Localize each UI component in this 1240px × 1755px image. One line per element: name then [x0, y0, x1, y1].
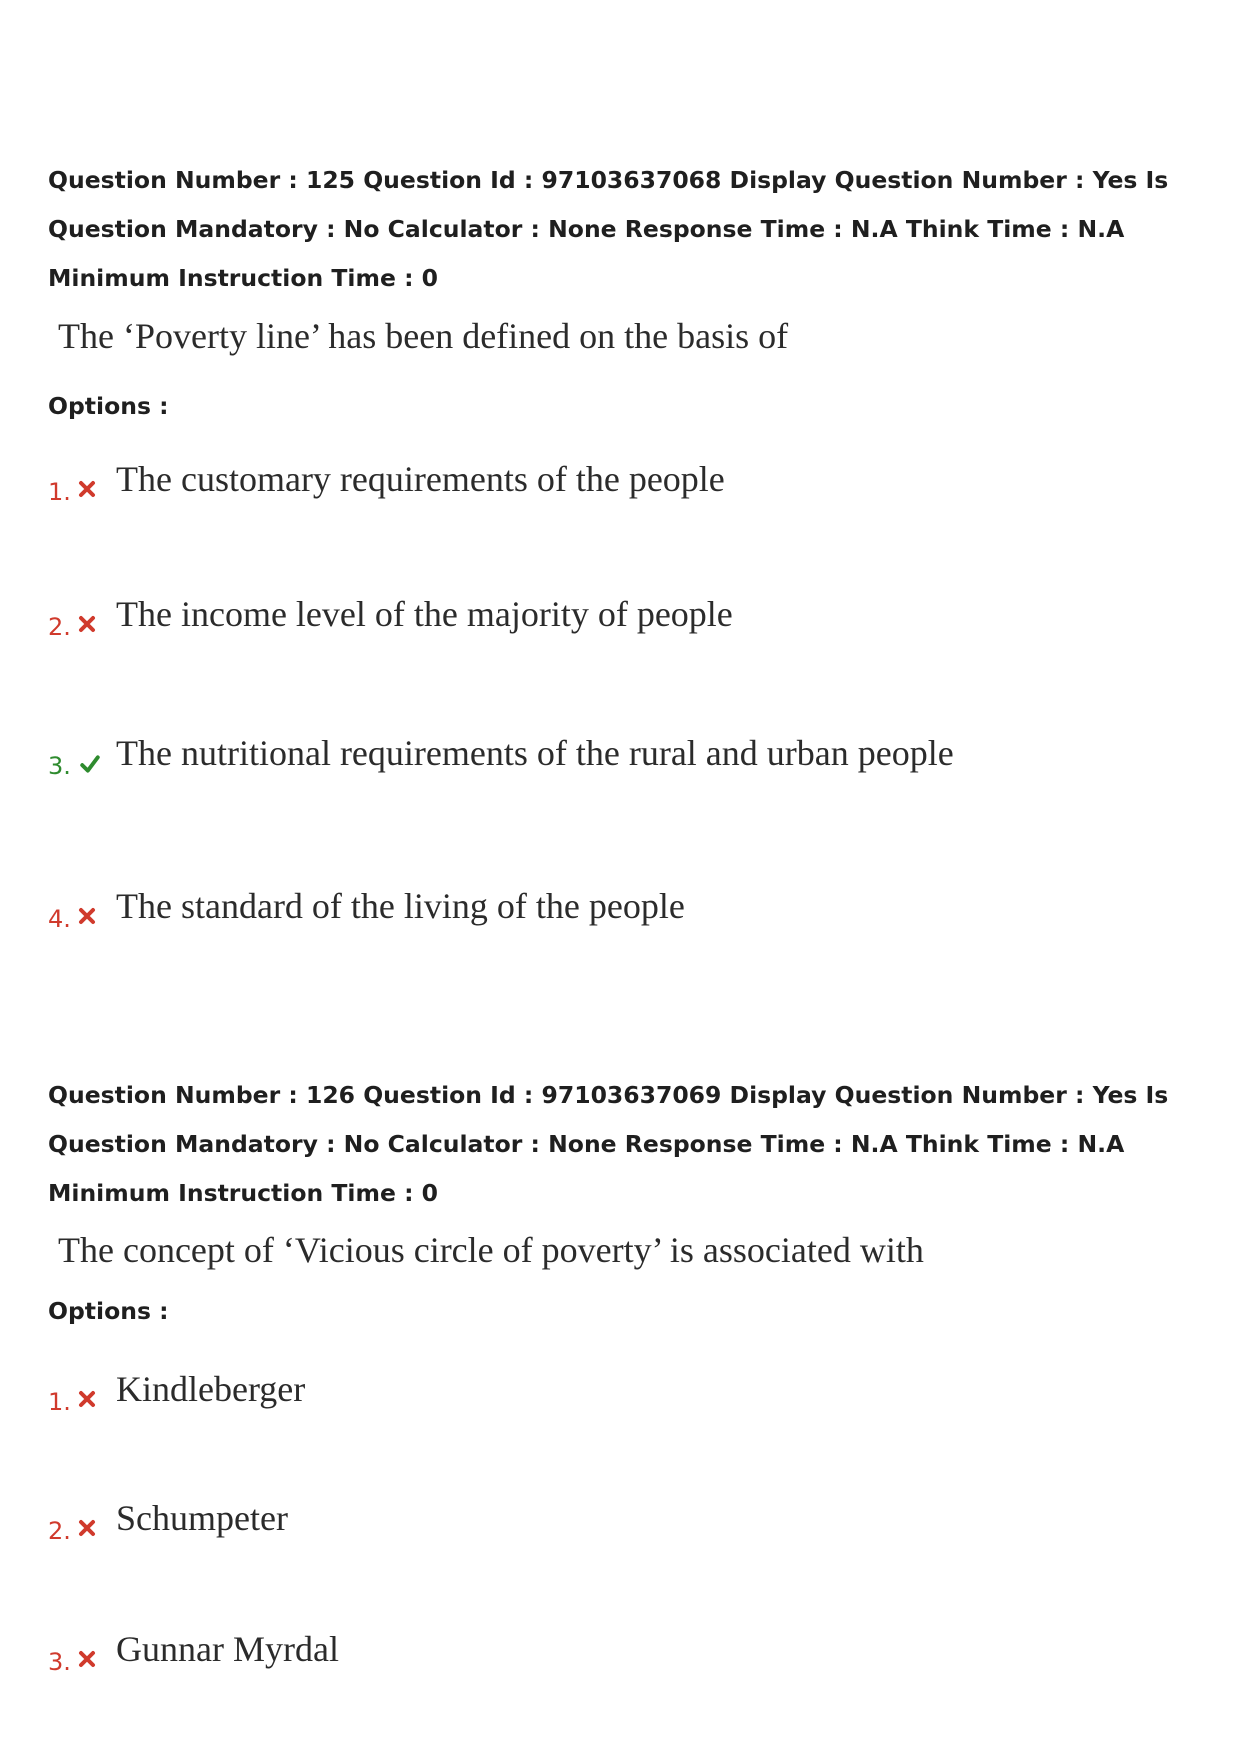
question-126-text: The concept of ‘Vicious circle of poverty’ is associated with — [58, 1230, 924, 1270]
question-126-option-3 — [0, 1628, 1240, 1688]
option-text: The income level of the majority of people — [116, 594, 733, 634]
question-126-option-1 — [0, 1368, 1240, 1428]
option-text: Schumpeter — [116, 1498, 288, 1538]
question-126-options-label: Options : — [48, 1297, 169, 1325]
option-text: Kindleberger — [116, 1369, 306, 1409]
cross-icon — [78, 1650, 96, 1668]
option-text: Gunnar Myrdal — [116, 1629, 339, 1669]
cross-icon — [78, 615, 96, 633]
question-125-option-2 — [0, 593, 1240, 653]
question-125-options-label: Options : — [48, 392, 169, 420]
question-125-meta: Question Number : 125 Question Id : 97103637068 Display Question Number : Yes Is Question Mandatory : No Calculator : None Response Time : N.A Think Time : N.A Minimum Instruction Time : 0 — [48, 166, 1169, 292]
cross-icon — [78, 1519, 96, 1537]
option-text: The standard of the living of the people — [116, 886, 685, 926]
check-icon — [78, 754, 102, 774]
cross-icon — [78, 907, 96, 925]
question-125-option-4 — [0, 885, 1240, 945]
question-126-option-2 — [0, 1497, 1240, 1557]
question-125-text: The ‘Poverty line’ has been defined on the basis of — [58, 316, 789, 356]
option-number: 3. — [48, 752, 71, 780]
question-125-option-3 — [0, 732, 1240, 792]
cross-icon — [78, 480, 96, 498]
option-text: The nutritional requirements of the rural and urban people — [116, 733, 954, 773]
question-125-option-1 — [0, 458, 1240, 518]
option-text: The customary requirements of the people — [116, 459, 725, 499]
option-number: 2. — [48, 613, 71, 641]
option-number: 1. — [48, 1388, 71, 1416]
question-126-meta: Question Number : 126 Question Id : 97103637069 Display Question Number : Yes Is Question Mandatory : No Calculator : None Response Time : N.A Think Time : N.A Minimum Instruction Time : 0 — [48, 1081, 1169, 1207]
option-number: 2. — [48, 1517, 71, 1545]
option-number: 1. — [48, 478, 71, 506]
option-number: 3. — [48, 1648, 71, 1676]
cross-icon — [78, 1390, 96, 1408]
option-number: 4. — [48, 905, 71, 933]
